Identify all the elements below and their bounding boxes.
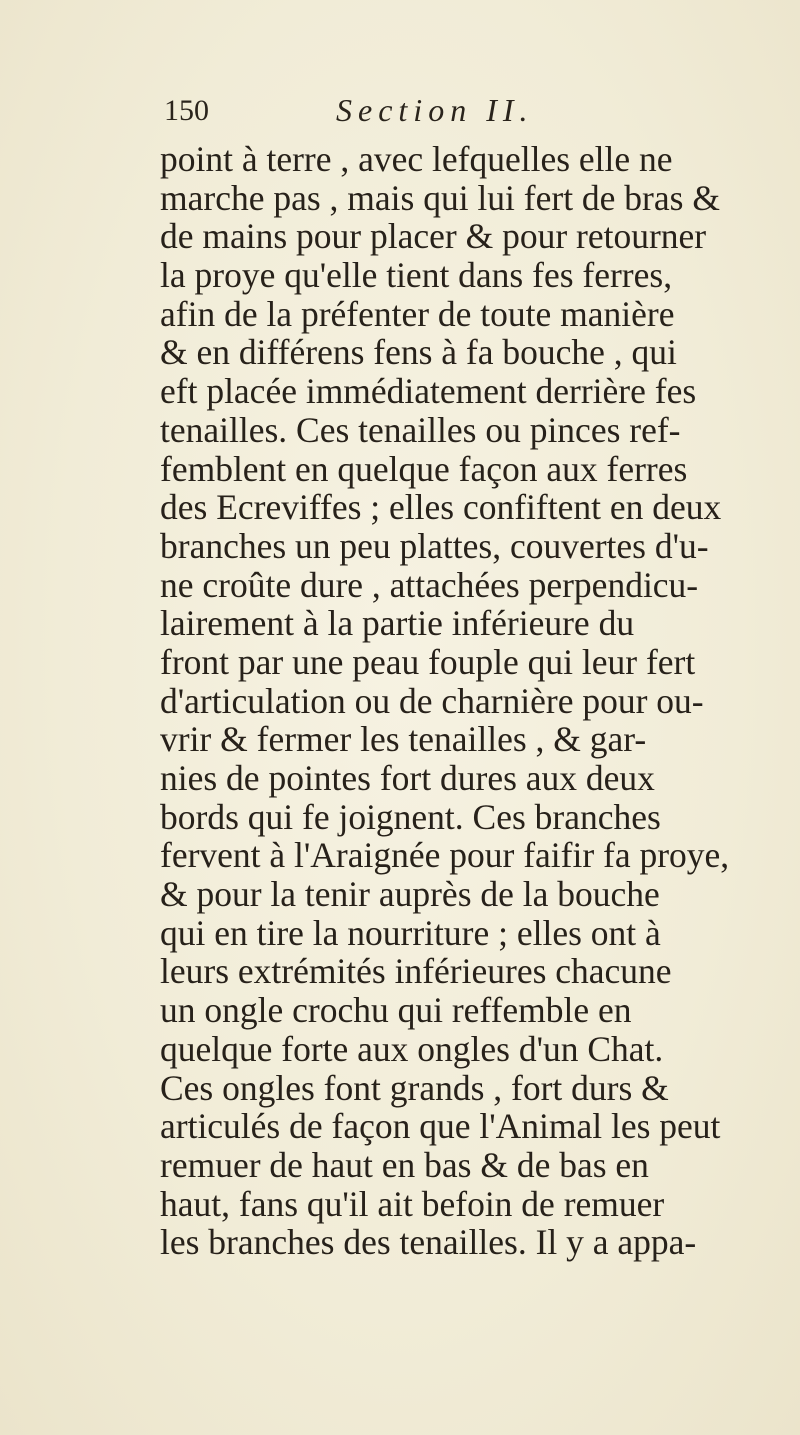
text-line: ne croûte dure , attachées perpendicu- <box>160 564 699 605</box>
text-line: fervent à l'Araignée pour faifir fa proye, <box>160 835 730 876</box>
text-line: eft placée immédiatement derrière fes <box>160 371 697 412</box>
text-line: haut, fans qu'il ait befoin de remuer <box>160 1183 665 1224</box>
text-line: & en différens fens à fa bouche , qui <box>160 332 677 373</box>
text-line: remuer de haut en bas & de bas en <box>160 1144 649 1185</box>
page-header <box>160 92 760 132</box>
text-line: point à terre , avec lefquelles elle ne <box>160 139 673 179</box>
text-line: bords qui fe joignent. Ces branches <box>160 796 661 837</box>
text-line: marche pas , mais qui lui fert de bras & <box>160 177 720 218</box>
text-line: & pour la tenir auprès de la bouche <box>160 874 660 915</box>
text-line: d'articulation ou de charnière pour ou- <box>160 680 704 721</box>
text-line: un ongle crochu qui reffemble en <box>160 990 632 1031</box>
text-line: les branches des tenailles. Il y a appa- <box>160 1222 697 1263</box>
body-text <box>160 140 800 1262</box>
text-line: afin de la préfenter de toute manière <box>160 293 675 334</box>
text-line: vrir & fermer les tenailles , & gar- <box>160 719 647 760</box>
text-line: front par une peau fouple qui leur fert <box>160 641 696 682</box>
text-line: la proye qu'elle tient dans fes ferres, <box>160 255 673 296</box>
text-line: des Ecreviffes ; elles confiftent en deux <box>160 487 722 528</box>
text-line: Ces ongles font grands , fort durs & <box>160 1067 669 1108</box>
text-line: tenailles. Ces tenailles ou pinces ref- <box>160 409 681 450</box>
text-line: femblent en quelque façon aux ferres <box>160 448 688 489</box>
text-line: lairement à la partie inférieure du <box>160 603 635 644</box>
text-line: leurs extrémités inférieures chacune <box>160 951 672 992</box>
text-line: quelque forte aux ongles d'un Chat. <box>160 1028 664 1069</box>
text-line: articulés de façon que l'Animal les peut <box>160 1106 721 1147</box>
page-number: 150 <box>164 94 209 127</box>
text-line: de mains pour placer & pour retourner <box>160 216 707 257</box>
text-line: nies de pointes fort dures aux deux <box>160 758 655 798</box>
text-line: branches un peu plattes, couvertes d'u- <box>160 525 709 566</box>
running-title: Section II. <box>336 92 534 128</box>
text-line: qui en tire la nourriture ; elles ont à <box>160 912 661 953</box>
